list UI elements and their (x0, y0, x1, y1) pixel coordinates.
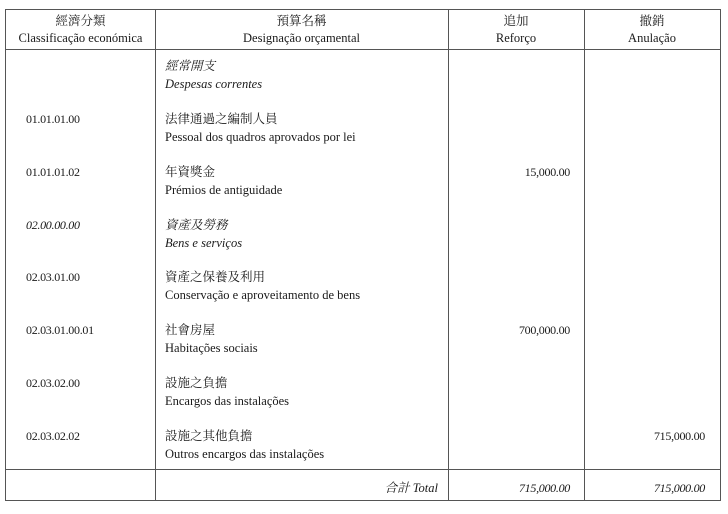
row-anulacao: 715,000.00 (653, 429, 705, 443)
row-code: 02.03.01.00.01 (26, 323, 94, 337)
total-reforco: 715,000.00 (518, 481, 570, 495)
table-row (6, 268, 720, 308)
row-zh: 設施之其他負擔 (165, 429, 253, 443)
table-row (6, 57, 720, 97)
row-reforco: 15,000.00 (524, 165, 570, 179)
row-code: 01.01.01.02 (26, 165, 80, 179)
header-reforco (448, 13, 584, 47)
row-pt: Outros encargos das instalações (165, 447, 325, 461)
row-zh: 資產之保養及利用 (165, 270, 266, 284)
table-row (6, 374, 720, 414)
row-pt: Prémios de antiguidade (165, 183, 283, 197)
row-pt: Bens e serviços (165, 236, 243, 250)
row-pt: Conservação e aproveitamento de bens (165, 288, 361, 302)
row-designation (165, 216, 242, 252)
header-classificacao (6, 13, 155, 47)
row-designation (165, 374, 289, 410)
table-row (6, 216, 720, 256)
table-row (6, 163, 720, 203)
row-code: 02.03.02.00 (26, 376, 80, 390)
row-designation (165, 427, 324, 463)
row-designation (165, 57, 262, 93)
row-pt: Pessoal dos quadros aprovados por lei (165, 130, 356, 144)
row-designation (165, 110, 356, 146)
row-zh: 經常開支 (165, 59, 216, 73)
header-zh: 追加 (503, 14, 529, 28)
header-divider (6, 49, 720, 50)
table-row (6, 427, 720, 467)
header-pt: Reforço (495, 31, 537, 45)
row-pt: Habitações sociais (165, 341, 258, 355)
header-pt: Classificação económica (18, 31, 143, 45)
row-pt: Encargos das instalações (165, 394, 290, 408)
header-zh: 撤銷 (639, 14, 665, 28)
header-designacao (155, 13, 448, 47)
row-code: 02.00.00.00 (26, 218, 80, 232)
row-zh: 資產及勞務 (165, 218, 228, 232)
row-designation (165, 321, 258, 357)
header-pt: Designação orçamental (243, 31, 360, 45)
row-designation (165, 163, 282, 199)
row-reforco: 700,000.00 (518, 323, 570, 337)
row-zh: 設施之負擔 (165, 376, 228, 390)
row-designation (165, 268, 360, 304)
header-zh: 經濟分類 (55, 14, 106, 28)
row-zh: 社會房屋 (165, 323, 216, 337)
header-zh: 預算名稱 (276, 14, 327, 28)
row-code: 01.01.01.00 (26, 112, 80, 126)
table-row (6, 110, 720, 150)
table-row (6, 321, 720, 361)
row-code: 02.03.01.00 (26, 270, 80, 284)
row-zh: 年資獎金 (165, 165, 216, 179)
row-zh: 法律通過之編制人員 (165, 112, 278, 126)
budget-table (5, 9, 721, 501)
header-anulacao (584, 13, 720, 47)
total-anulacao: 715,000.00 (653, 481, 705, 495)
total-divider (6, 469, 720, 470)
row-code: 02.03.02.02 (26, 429, 80, 443)
total-row (6, 479, 720, 499)
total-label: 合計 Total (384, 481, 438, 495)
row-pt: Despesas correntes (165, 77, 263, 91)
header-pt: Anulação (628, 31, 676, 45)
